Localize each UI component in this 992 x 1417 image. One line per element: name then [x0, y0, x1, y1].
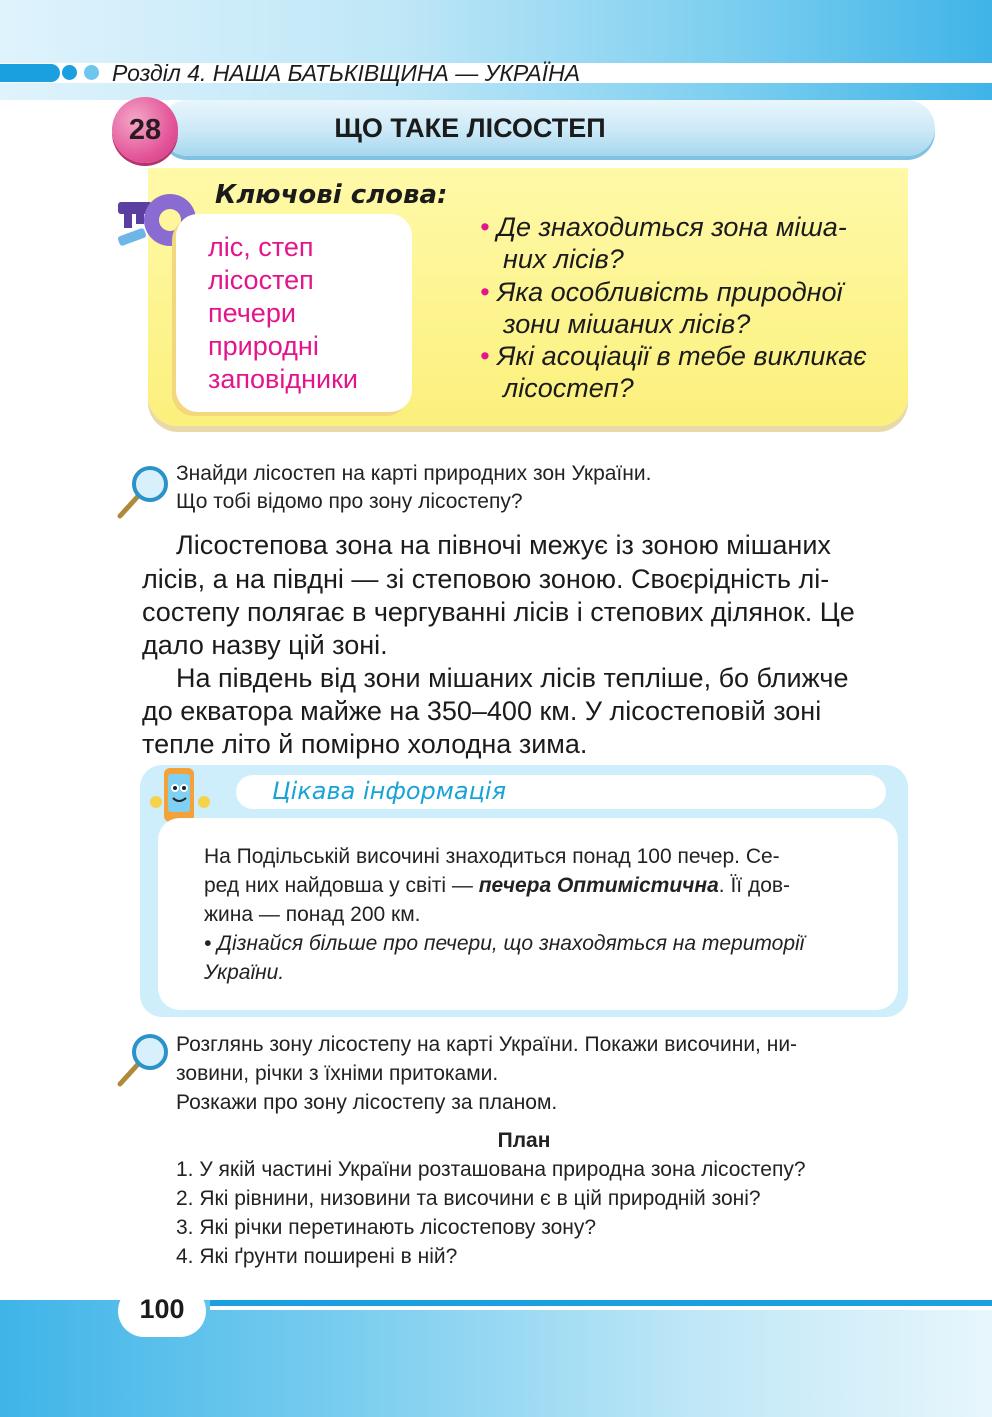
keyword: ліс, степ	[208, 232, 314, 262]
bullet: •	[480, 277, 490, 307]
decor-dot	[62, 65, 77, 80]
info-text: На Подільській височині знаходиться понад 100 печер. Се-	[204, 845, 780, 868]
decor-dot	[84, 65, 99, 80]
info-text-line	[204, 874, 790, 898]
body-line: состепу полягає в чергуванні лісів і степових ділянок. Це	[142, 597, 855, 627]
bullet: •	[480, 341, 490, 371]
info-text: . Її дов-	[718, 874, 791, 897]
keywords-heading: Ключові слова:	[215, 180, 448, 210]
question-text: лісостеп?	[503, 373, 634, 403]
plan-item: 2. Які рівнини, низовини та височини є в цій природній зоні?	[176, 1187, 761, 1210]
question-line	[503, 244, 624, 275]
question-line	[480, 212, 847, 243]
keyword: лісостеп	[208, 265, 314, 295]
bullet: •	[480, 212, 490, 242]
task-text: зовини, річки з їхніми притоками.	[176, 1062, 499, 1085]
body-line: Лісостепова зона на півночі межує із зоною мішаних	[176, 530, 831, 560]
info-task: • Дізнайся більше про печери, що знаходяться на території	[204, 932, 805, 955]
lesson-number: 28	[128, 114, 162, 146]
question-line	[503, 309, 750, 340]
lesson-title: ЩО ТАКЕ ЛІСОСТЕП	[334, 113, 606, 143]
top-accent-line	[0, 64, 60, 82]
keyword: заповідники	[208, 364, 359, 394]
question-text: Де знаходиться зона міша-	[496, 212, 847, 242]
info-task: України.	[204, 961, 285, 984]
question-line	[480, 277, 843, 308]
keyword: печери	[208, 298, 296, 328]
task-text: Що тобі відомо про зону лісостепу?	[176, 490, 523, 513]
body-line: На південь від зони мішаних лісів тепліше, бо ближче	[176, 663, 849, 693]
plan-item: 1. У якій частині України розташована природна зона лісостепу?	[176, 1158, 806, 1181]
body-line: до екватора майже на 350–400 км. У лісостеповій зоні	[142, 696, 822, 726]
question-text: Яка особливість природної	[496, 277, 843, 307]
plan-item: 4. Які ґрунти поширені в ній?	[176, 1245, 458, 1268]
question-line	[480, 341, 867, 372]
info-highlight: печера Оптимістична	[478, 874, 719, 897]
question-line	[503, 373, 634, 404]
plan-heading: План	[497, 1129, 551, 1152]
info-title: Цікава інформація	[272, 777, 507, 805]
body-line: тепле літо й помірно холодна зима.	[142, 729, 588, 759]
question-text: них лісів?	[503, 244, 624, 274]
info-text: жина — понад 200 км.	[204, 903, 421, 926]
body-line: лісів, а на півдні — зі степовою зоною. Своєрідність лі-	[142, 564, 830, 594]
bottom-accent-line	[210, 1300, 992, 1306]
body-line: дало назву цій зоні.	[142, 630, 388, 660]
plan-item: 3. Які річки перетинають лісостепову зону?	[176, 1216, 597, 1239]
magnifier-icon	[112, 1030, 172, 1090]
keyword: природні	[208, 331, 319, 361]
question-text: Які асоціації в тебе викликає	[496, 341, 867, 371]
chapter-title: Розділ 4. НАША БАТЬКІВЩИНА — УКРАЇНА	[112, 60, 581, 86]
task-text: Розкажи про зону лісостепу за планом.	[176, 1091, 558, 1114]
task-text: Розглянь зону лісостепу на карті України. Покажи височини, ни-	[176, 1033, 798, 1056]
magnifier-icon	[112, 462, 172, 522]
info-text: ред них найдовша у світі —	[204, 874, 479, 897]
task-text: Знайди лісостеп на карті природних зон України.	[176, 462, 652, 485]
question-text: зони мішаних лісів?	[503, 309, 751, 339]
page-number: 100	[139, 1294, 185, 1324]
